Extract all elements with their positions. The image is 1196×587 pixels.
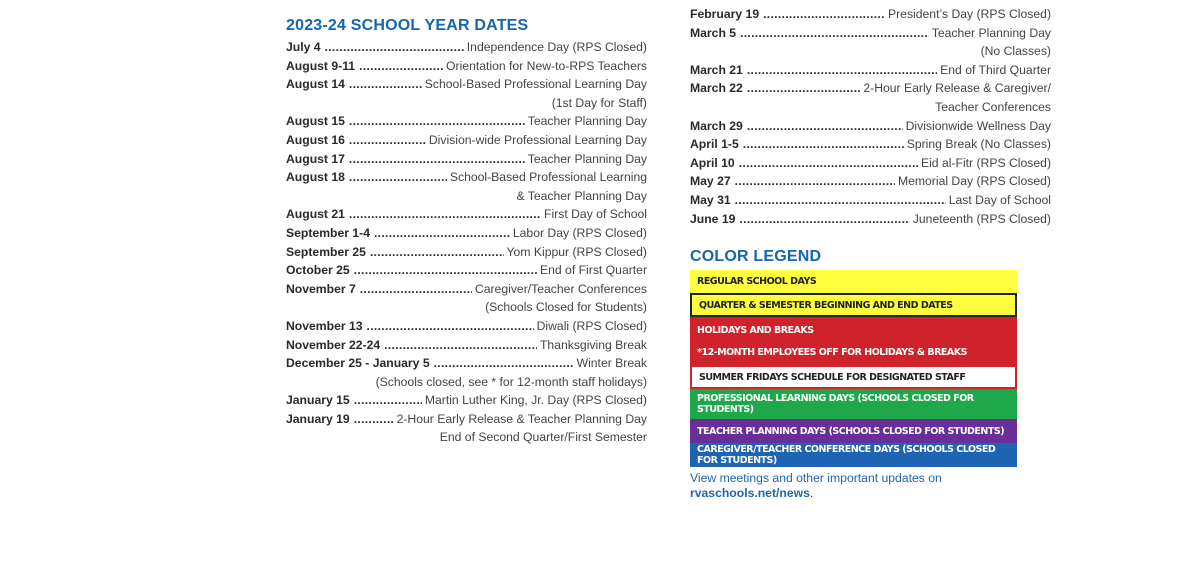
dot-leader [735,172,895,191]
color-legend [690,270,1017,467]
dot-leader [434,354,574,373]
entry-date: April 1-5 [690,137,739,152]
entry-description-continued: (1st Day for Staff) [551,95,647,110]
dot-leader [349,131,426,150]
dot-leader [325,38,464,57]
school-year-dates-column-continued [690,5,1051,501]
entry-date: March 21 [690,62,743,77]
dot-leader [374,224,510,243]
dot-leader [370,243,504,262]
entry-description: Divisionwide Wellness Day [905,118,1051,133]
entry-date: November 7 [286,281,356,296]
dot-leader [735,191,946,210]
entry-date: August 18 [286,170,345,185]
entry-description: Teacher Planning Day [527,151,647,166]
dot-leader [360,280,472,299]
entry-date: August 14 [286,77,345,92]
date-entry [690,135,1051,154]
dot-leader [747,61,937,80]
date-entry [690,172,1051,191]
dot-leader [747,117,903,136]
entry-date: June 19 [690,211,736,226]
date-entry [286,354,647,391]
entry-date: May 31 [690,192,731,207]
note-period: . [809,486,814,501]
legend-caregiver-conference: CAREGIVER/TEACHER CONFERENCE DAYS (SCHOOLS CLOSED FOR STUDENTS) [690,443,1017,467]
dot-leader [349,150,525,169]
entry-date: September 25 [286,244,366,259]
entry-date: September 1-4 [286,225,370,240]
color-legend-title: COLOR LEGEND [690,248,822,266]
dot-leader [747,79,861,98]
legend-holidays-breaks [690,317,1017,365]
dot-leader [354,391,422,410]
entry-date: January 15 [286,393,350,408]
entry-description: Teacher Planning Day [931,25,1051,40]
entry-description: School-Based Professional Learning Day [424,77,647,92]
dot-leader [367,317,534,336]
dot-leader [359,57,443,76]
date-entry [286,75,647,112]
entry-description: Orientation for New-to-RPS Teachers [446,58,647,73]
date-entry [690,191,1051,210]
entry-description: President’s Day (RPS Closed) [887,7,1051,21]
entry-date: November 13 [286,318,363,333]
date-entry [690,210,1051,229]
entry-date: December 25 - January 5 [286,356,430,371]
entry-description: Yom Kippur (RPS Closed) [506,244,647,259]
entry-date: May 27 [690,174,731,189]
entry-description-continued: (Schools closed, see * for 12-month staff holidays) [375,374,647,389]
entry-date: April 10 [690,155,735,170]
dot-leader [763,5,885,24]
entry-date: January 19 [286,411,350,426]
entry-description: Teacher Planning Day [527,114,647,129]
entry-date: August 17 [286,151,345,166]
school-year-dates-list-continued [690,5,1051,228]
entry-description-continued: (Schools Closed for Students) [485,300,647,315]
date-entry [286,224,647,243]
date-entry [286,112,647,131]
date-entry [286,317,647,336]
date-entry [286,336,647,355]
entry-date: November 22-24 [286,337,381,352]
date-entry [286,150,647,169]
entry-description: Division-wide Professional Learning Day [428,132,647,147]
date-entry [690,117,1051,136]
legend-teacher-planning: TEACHER PLANNING DAYS (SCHOOLS CLOSED FOR STUDENTS) [690,419,1017,443]
legend-summer-fridays: SUMMER FRIDAYS SCHEDULE FOR DESIGNATED STAFF [690,365,1017,389]
entry-description: Spring Break (No Classes) [906,137,1051,152]
dot-leader [739,210,909,229]
entry-description: End of First Quarter [539,263,647,278]
entry-description: Last Day of School [948,192,1051,207]
school-year-dates-title: 2023-24 SCHOOL YEAR DATES [286,17,529,34]
news-link[interactable]: rvaschools.net/news [690,486,810,501]
entry-description-continued: End of Second Quarter/First Semester [439,430,647,445]
entry-date: July 4 [286,40,321,54]
date-entry [286,168,647,205]
legend-regular-school-days: REGULAR SCHOOL DAYS [690,270,1017,293]
entry-description: Diwali (RPS Closed) [536,318,647,333]
date-entry [286,391,647,410]
school-year-dates-column [286,16,647,447]
entry-description: 2-Hour Early Release & Teacher Planning Day [396,411,647,426]
dot-leader [740,24,929,43]
date-entry [286,205,647,224]
entry-description: Juneteenth (RPS Closed) [912,211,1051,226]
date-entry [286,131,647,150]
dot-leader [349,168,447,187]
entry-description: Martin Luther King, Jr. Day (RPS Closed) [424,393,647,408]
dot-leader [349,205,541,224]
entry-description-continued: (No Classes) [980,44,1051,59]
entry-description: Memorial Day (RPS Closed) [897,174,1051,189]
date-entry [286,410,647,447]
dot-leader [743,135,904,154]
entry-description-continued: & Teacher Planning Day [516,188,647,203]
entry-date: August 16 [286,132,345,147]
entry-description: Labor Day (RPS Closed) [512,225,647,240]
entry-date: August 15 [286,114,345,129]
legend-holidays-label: HOLIDAYS AND BREAKS [697,324,814,336]
date-entry [286,243,647,262]
entry-date: March 22 [690,81,743,96]
date-entry [690,154,1051,173]
entry-date: August 21 [286,207,345,222]
dot-leader [354,410,394,429]
legend-professional-learning: PROFESSIONAL LEARNING DAYS (SCHOOLS CLOSED FOR STUDENTS) [690,389,1017,419]
date-entry [286,280,647,317]
dot-leader [739,154,918,173]
entry-description: 2-Hour Early Release & Caregiver/ [863,81,1051,96]
date-entry [690,24,1051,61]
entry-description: Eid al-Fitr (RPS Closed) [920,155,1051,170]
entry-date: March 5 [690,25,737,40]
entry-date: August 9-11 [286,58,356,73]
entry-description: First Day of School [544,207,647,222]
date-entry [286,261,647,280]
entry-description: School-Based Professional Learning [449,170,647,185]
dot-leader [384,336,537,355]
date-entry [690,61,1051,80]
date-entry [286,38,647,57]
entry-date: October 25 [286,263,350,278]
entry-description: Caregiver/Teacher Conferences [474,281,647,296]
updates-note-text: View meetings and other important updates on [690,471,942,486]
dot-leader [349,75,422,94]
entry-date: February 19 [690,7,760,21]
date-entry [286,57,647,76]
entry-description-continued: Teacher Conferences [935,99,1051,114]
entry-description: Independence Day (RPS Closed) [466,40,647,54]
updates-note [690,471,1051,501]
entry-description: Winter Break [576,356,647,371]
dot-leader [354,261,537,280]
legend-quarter-semester-dates: QUARTER & SEMESTER BEGINNING AND END DATES [690,293,1017,317]
entry-date: March 29 [690,118,743,133]
entry-description: Thanksgiving Break [539,337,647,352]
dot-leader [349,112,525,131]
date-entry [690,5,1051,24]
date-entry [690,79,1051,116]
legend-12-month-label: *12-MONTH EMPLOYEES OFF FOR HOLIDAYS & BREAKS [697,346,967,358]
school-year-dates-list [286,38,647,447]
entry-description: End of Third Quarter [940,62,1051,77]
